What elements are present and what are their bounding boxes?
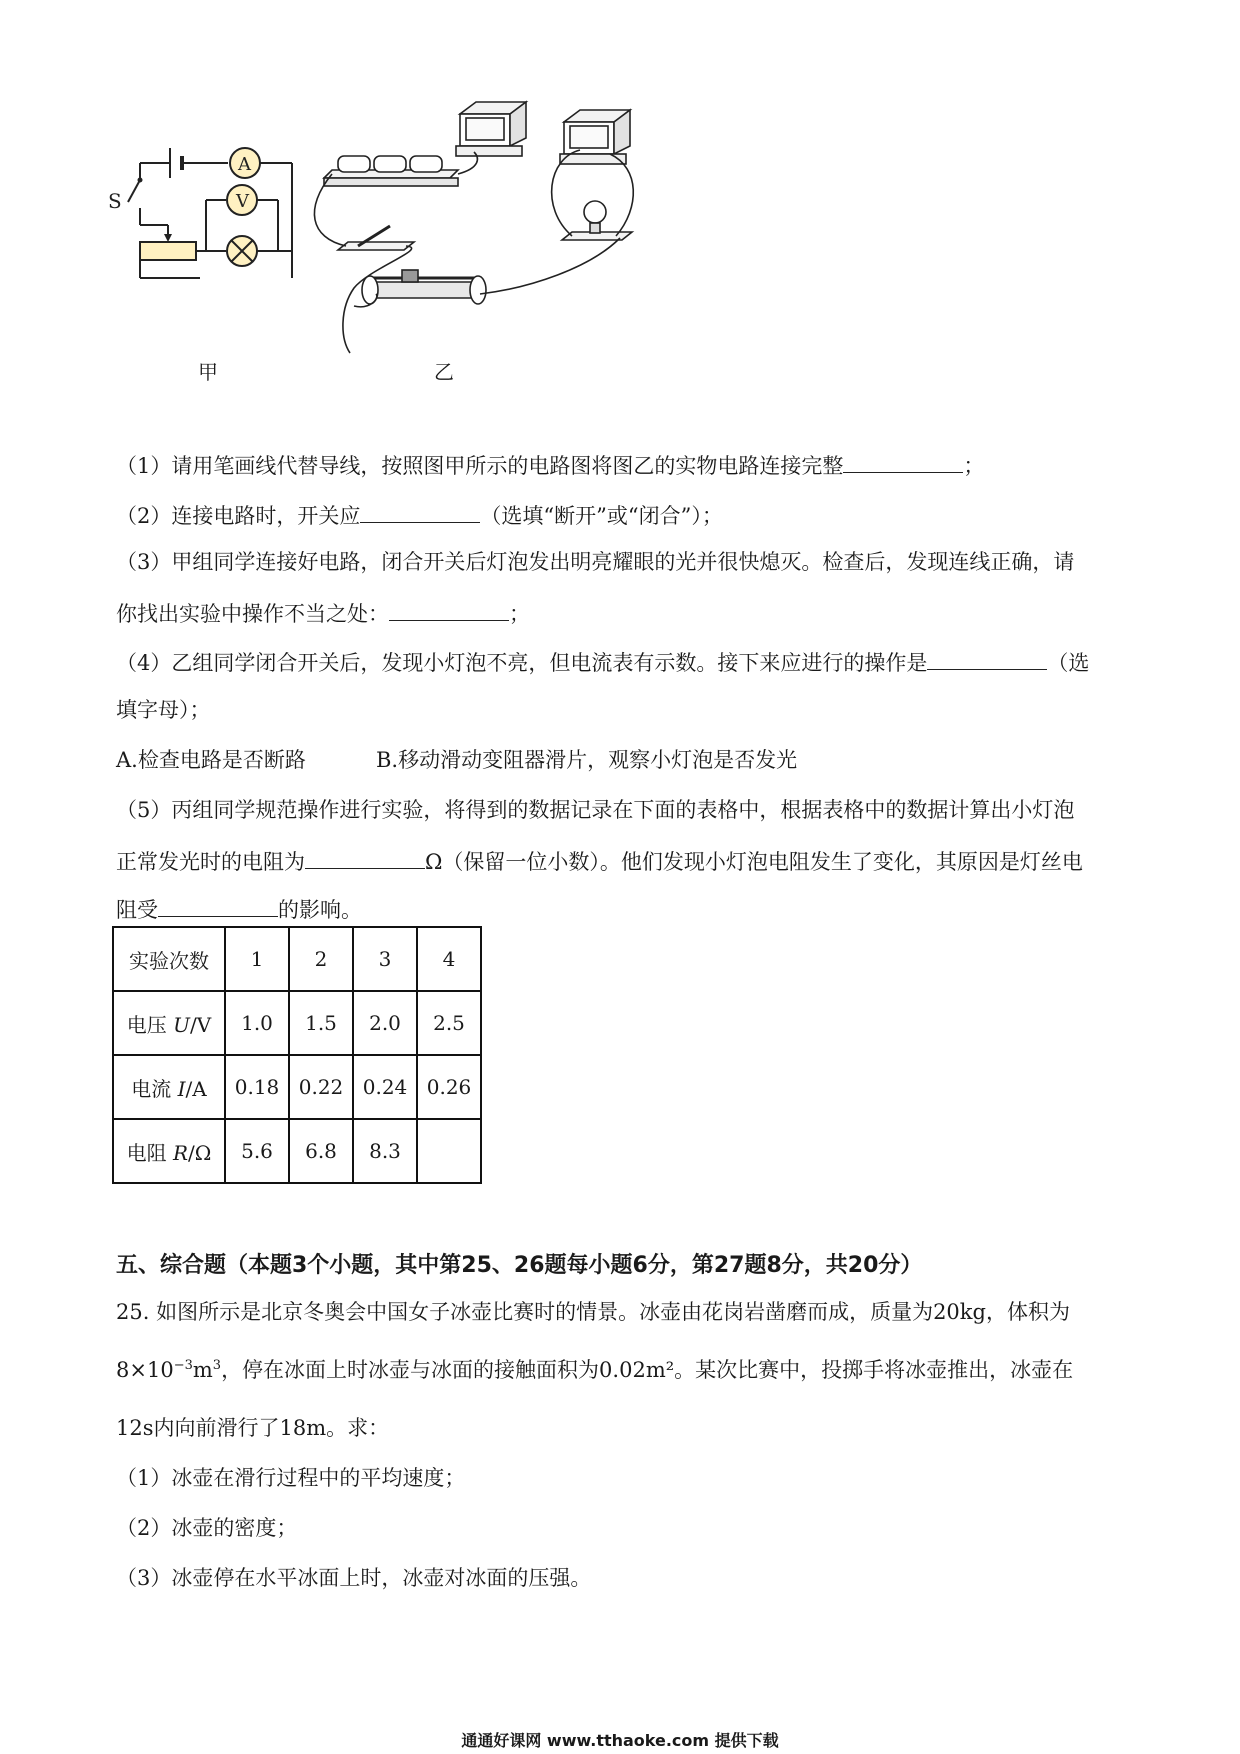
- answer-blank-5a[interactable]: [305, 846, 425, 869]
- answer-blank-1[interactable]: [843, 450, 963, 473]
- question-3-line-2: 你找出实验中操作不当之处： ；: [116, 598, 530, 628]
- sub-question-2: （2）冰壶的密度；: [116, 1516, 298, 1540]
- answer-blank-5b[interactable]: [158, 894, 278, 917]
- question-4-line-1: （4）乙组同学闭合开关后，发现小灯泡不亮，但电流表有示数。接下来应进行的操作是 （选: [116, 647, 1089, 677]
- row-label-voltage: 电压 U/V: [113, 991, 225, 1055]
- question-5-line-2: 正常发光时的电阻为 Ω（保留一位小数）。他们发现小灯泡电阻发生了变化，其原因是灯丝电: [116, 846, 1083, 876]
- table-cell-empty[interactable]: [417, 1119, 481, 1183]
- table-row-resistance: [113, 1119, 481, 1183]
- math-expression: $8\times 10^{-3}m^3$: [116, 1358, 222, 1382]
- ammeter-label: A: [238, 154, 251, 175]
- switch-label: S: [108, 189, 122, 213]
- data-table: [112, 926, 482, 1184]
- table-cell: 0.18: [225, 1055, 289, 1119]
- row-label-current: 电流 I/A: [113, 1055, 225, 1119]
- table-cell: 6.8: [289, 1119, 353, 1183]
- table-cell: 0.26: [417, 1055, 481, 1119]
- figure-label-yi: 乙: [434, 360, 454, 384]
- circuit-diagram-jia: [100, 130, 310, 300]
- answer-blank-3[interactable]: [389, 598, 509, 621]
- table-cell: 2: [289, 927, 353, 991]
- table-cell: 5.6: [225, 1119, 289, 1183]
- table-cell: 1.0: [225, 991, 289, 1055]
- question-2: （2）连接电路时，开关应 （选填“断开”或“闭合”）；: [116, 500, 723, 530]
- question-3-line-1: （3）甲组同学连接好电路，闭合开关后灯泡发出明亮耀眼的光并很快熄灭。检查后，发现连线正确，请: [116, 550, 1075, 574]
- figure-label-jia: 甲: [198, 360, 218, 384]
- answer-blank-2[interactable]: [360, 500, 480, 523]
- table-header-row: [113, 927, 481, 991]
- section-heading: 五、综合题（本题3个小题，其中第25、26题每小题6分，第27题8分，共20分）: [116, 1253, 923, 1278]
- question-25-line-3: 12s内向前滑行了18m。求：: [116, 1416, 390, 1440]
- sub-question-1: （1）冰壶在滑行过程中的平均速度；: [116, 1466, 466, 1490]
- question-25-line-2: $8\times 10^{-3}m^3$，停在冰面上时冰壶与冰面的接触面积为0.02m²。某次比赛中，投掷手将冰壶推出，冰壶在: [116, 1358, 1074, 1382]
- question-5-line-3: 阻受 的影响。: [116, 894, 362, 924]
- apparatus-diagram-yi: [310, 98, 660, 358]
- option-a: A.检查电路是否断路: [116, 748, 306, 772]
- table-cell: 8.3: [353, 1119, 417, 1183]
- table-row-voltage: [113, 991, 481, 1055]
- question-1: （1）请用笔画线代替导线，按照图甲所示的电路图将图乙的实物电路连接完整 ；: [116, 450, 984, 480]
- table-cell: 4: [417, 927, 481, 991]
- table-cell: 1: [225, 927, 289, 991]
- voltmeter-label: V: [236, 191, 249, 212]
- table-cell: 1.5: [289, 991, 353, 1055]
- table-cell: 2.5: [417, 991, 481, 1055]
- option-b: B.移动滑动变阻器滑片，观察小灯泡是否发光: [376, 748, 798, 772]
- row-label-resistance: 电阻 R/Ω: [113, 1119, 225, 1183]
- footer-watermark[interactable]: 通通好课网 www.tthaoke.com 提供下载: [461, 1731, 779, 1750]
- question-4-line-2: 填字母）；: [116, 698, 211, 722]
- table-cell: 0.22: [289, 1055, 353, 1119]
- question-5-line-1: （5）丙组同学规范操作进行实验，将得到的数据记录在下面的表格中，根据表格中的数据计算出小灯泡: [116, 798, 1075, 822]
- table-cell: 0.24: [353, 1055, 417, 1119]
- question-25-line-1: 25. 如图所示是北京冬奥会中国女子冰壶比赛时的情景。冰壶由花岗岩凿磨而成，质量为20kg，体积为: [116, 1300, 1070, 1324]
- answer-blank-4[interactable]: [927, 647, 1047, 670]
- sub-question-3: （3）冰壶停在水平冰面上时，冰壶对冰面的压强。: [116, 1566, 592, 1590]
- table-cell: 3: [353, 927, 417, 991]
- table-cell: 实验次数: [113, 927, 225, 991]
- table-cell: 2.0: [353, 991, 417, 1055]
- table-row-current: [113, 1055, 481, 1119]
